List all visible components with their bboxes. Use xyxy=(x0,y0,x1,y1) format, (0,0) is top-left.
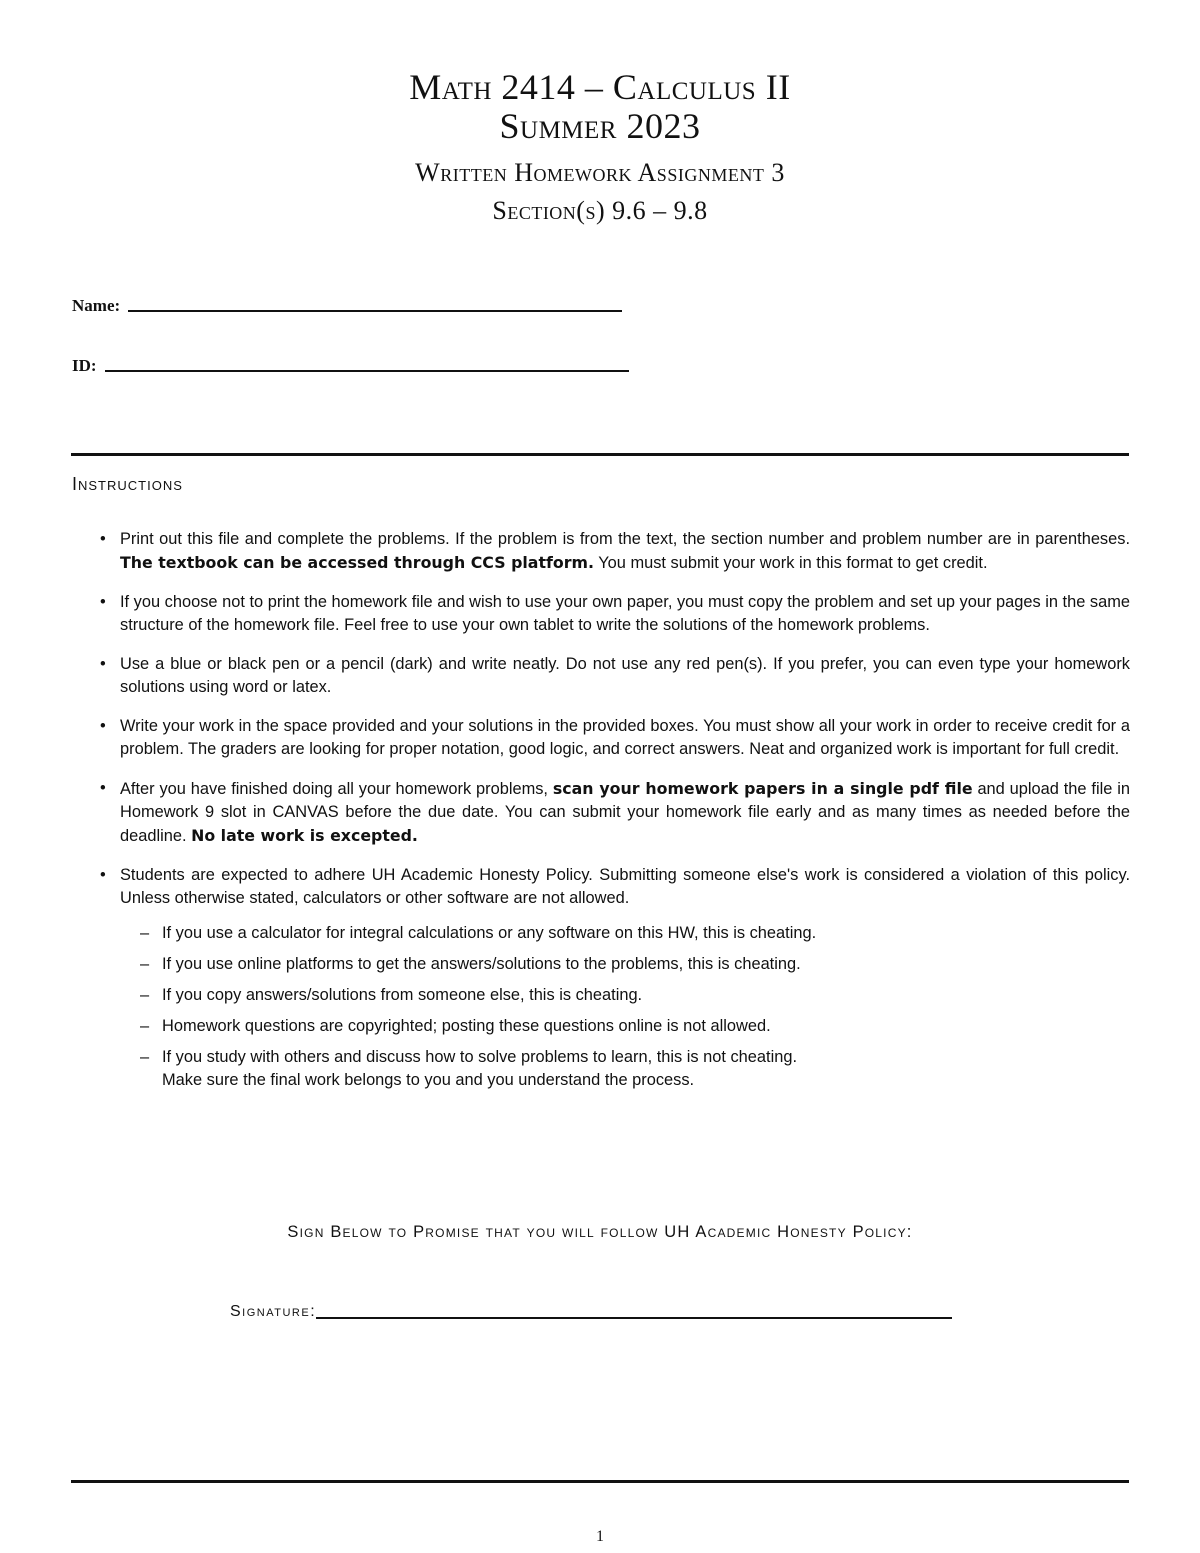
item-bold-text: No late work is excepted. xyxy=(191,826,418,845)
sub-list-item xyxy=(140,1015,1130,1038)
signature-label: Signature: xyxy=(230,1303,317,1320)
item-bold-text: The textbook can be accessed through CCS platform. xyxy=(120,553,594,572)
assignment-title: Written Homework Assignment 3 xyxy=(415,158,785,187)
dash-icon: – xyxy=(140,1048,150,1066)
id-line[interactable] xyxy=(105,369,629,372)
item-text: You must submit your work in this format to get credit. xyxy=(593,554,988,572)
sub-list-item xyxy=(140,984,1130,1007)
id-label: ID: xyxy=(72,356,97,375)
list-item xyxy=(96,777,1130,848)
item-text: and upload the file in Homework 9 slot in CANVAS before the due date. You can submit your homework file early and as many times as needed before the deadline. xyxy=(120,780,1130,845)
instructions-list xyxy=(96,528,1130,1108)
page-number: 1 xyxy=(596,1528,604,1545)
instructions-heading: Instructions xyxy=(72,474,183,494)
signature-line[interactable] xyxy=(316,1316,952,1319)
list-item xyxy=(96,528,1130,575)
name-line[interactable] xyxy=(128,309,622,312)
dash-icon: – xyxy=(140,1017,150,1035)
bullet-icon: • xyxy=(100,717,106,735)
item-text: Students are expected to adhere UH Academic Honesty Policy. Submitting someone else's work is considered a violation of this policy. Unless otherwise stated, calculators or other software are not allowed. xyxy=(120,866,1130,907)
sub-item-text: If you use online platforms to get the answers/solutions to the problems, this is cheating. xyxy=(162,955,801,973)
list-item xyxy=(96,864,1130,1092)
sub-item-text: If you copy answers/solutions from someone else, this is cheating. xyxy=(162,986,643,1004)
name-label: Name: xyxy=(72,296,121,315)
item-text: Write your work in the space provided and your solutions in the provided boxes. You must show all your work in order to receive credit for a problem. The graders are looking for proper notation, good logic, and correct answers. Neat and organized work is important for full credit. xyxy=(120,717,1130,758)
bullet-icon: • xyxy=(100,593,106,611)
list-item xyxy=(96,653,1130,699)
dash-icon: – xyxy=(140,955,150,973)
honesty-promise: Sign Below to Promise that you will follow UH Academic Honesty Policy: xyxy=(287,1223,913,1241)
document-header xyxy=(0,68,1200,226)
list-item xyxy=(96,715,1130,761)
honesty-sub-list xyxy=(120,922,1130,1092)
item-text: Use a blue or black pen or a pencil (dark) and write neatly. Do not use any red pen(s). If you prefer, you can even type your homework solutions using word or latex. xyxy=(120,655,1130,696)
bullet-icon: • xyxy=(100,866,106,884)
top-divider xyxy=(71,453,1129,456)
sub-item-text: Make sure the final work belongs to you and you understand the process. xyxy=(162,1071,695,1089)
sub-item-text: If you study with others and discuss how to solve problems to learn, this is not cheating. xyxy=(162,1048,798,1066)
bottom-divider xyxy=(71,1480,1129,1483)
item-text: Print out this file and complete the problems. If the problem is from the text, the section number and problem number are in parentheses. xyxy=(120,530,1130,548)
item-bold-text: scan your homework papers in a single pdf file xyxy=(552,779,973,798)
bullet-icon: • xyxy=(100,655,106,673)
bullet-icon: • xyxy=(100,530,106,548)
course-title: Math 2414 – Calculus II xyxy=(409,67,791,107)
dash-icon: – xyxy=(140,924,150,942)
item-text: If you choose not to print the homework file and wish to use your own paper, you must copy the problem and set up your pages in the same structure of the homework file. Feel free to use your own tablet to write the solutions of the homework problems. xyxy=(120,593,1130,634)
list-item xyxy=(96,591,1130,637)
bullet-icon: • xyxy=(100,779,106,797)
signature-field[interactable] xyxy=(230,1303,952,1321)
sub-item-text: Homework questions are copyrighted; posting these questions online is not allowed. xyxy=(162,1017,771,1035)
item-text: After you have finished doing all your homework problems, xyxy=(120,780,553,798)
term-title: Summer 2023 xyxy=(499,106,701,146)
sub-item-text: If you use a calculator for integral calculations or any software on this HW, this is cheating. xyxy=(162,924,817,942)
sub-list-item xyxy=(140,1046,1130,1092)
dash-icon: – xyxy=(140,986,150,1004)
sub-list-item xyxy=(140,953,1130,976)
sections-title: Section(s) 9.6 – 9.8 xyxy=(492,196,708,225)
sub-list-item xyxy=(140,922,1130,945)
id-field[interactable] xyxy=(72,356,629,376)
name-field[interactable] xyxy=(72,296,622,316)
